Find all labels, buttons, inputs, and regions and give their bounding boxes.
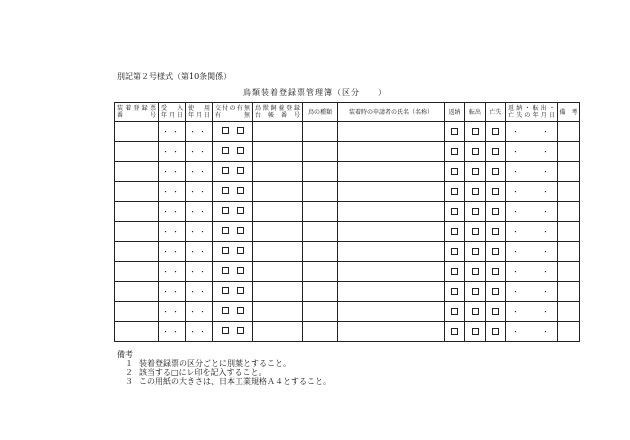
cell-number[interactable] bbox=[115, 282, 159, 302]
cell-registry[interactable] bbox=[253, 262, 303, 282]
date-separator: ・・ bbox=[189, 127, 209, 136]
cell-exported[interactable] bbox=[465, 262, 486, 282]
header-row bbox=[115, 103, 580, 122]
cell-exported[interactable] bbox=[465, 202, 486, 222]
cell-event_date[interactable] bbox=[506, 282, 558, 302]
column-header-event_date bbox=[506, 103, 558, 122]
cell-registry[interactable] bbox=[253, 282, 303, 302]
cell-event_date[interactable] bbox=[506, 182, 558, 202]
exported-checkbox[interactable] bbox=[472, 328, 479, 335]
exported-checkbox[interactable] bbox=[472, 168, 479, 175]
issued-yes-checkbox[interactable] bbox=[222, 227, 229, 234]
date-separator: ・・ bbox=[189, 207, 209, 216]
date-separator: ・・ bbox=[162, 327, 182, 336]
cell-returned[interactable] bbox=[445, 282, 465, 302]
cell-issued[interactable] bbox=[213, 302, 253, 322]
cell-exported[interactable] bbox=[465, 162, 486, 182]
cell-applicant[interactable] bbox=[338, 142, 445, 162]
event-date-separator: ・ ・ bbox=[512, 287, 557, 296]
form-title-text: 鳥類装着登録票管理簿（区分 bbox=[243, 88, 360, 97]
cell-remarks[interactable] bbox=[558, 242, 580, 262]
returned-checkbox[interactable] bbox=[451, 308, 458, 315]
note-number: １ bbox=[125, 359, 133, 368]
cell-registry[interactable] bbox=[253, 162, 303, 182]
event-date-separator: ・ ・ bbox=[512, 127, 557, 136]
cell-returned[interactable] bbox=[445, 142, 465, 162]
note-number: ３ bbox=[125, 377, 133, 386]
column-header-exported bbox=[465, 103, 486, 122]
cell-died[interactable] bbox=[486, 202, 506, 222]
cell-issued[interactable] bbox=[213, 222, 253, 242]
date-separator: ・・ bbox=[189, 247, 209, 256]
cell-registry[interactable] bbox=[253, 182, 303, 202]
cell-died[interactable] bbox=[486, 302, 506, 322]
cell-returned[interactable] bbox=[445, 262, 465, 282]
cell-died[interactable] bbox=[486, 222, 506, 242]
died-checkbox[interactable] bbox=[492, 188, 499, 195]
cell-applicant[interactable] bbox=[338, 222, 445, 242]
notes-list bbox=[117, 359, 331, 386]
cell-exported[interactable] bbox=[465, 242, 486, 262]
exported-checkbox[interactable] bbox=[472, 228, 479, 235]
column-header-line: 亡失 bbox=[489, 108, 502, 116]
cell-applicant[interactable] bbox=[338, 162, 445, 182]
cell-event_date[interactable] bbox=[506, 202, 558, 222]
issued-no-checkbox[interactable] bbox=[237, 167, 244, 174]
cell-received[interactable] bbox=[159, 242, 186, 262]
returned-checkbox[interactable] bbox=[451, 188, 458, 195]
cell-registry[interactable] bbox=[253, 142, 303, 162]
cell-received[interactable] bbox=[159, 202, 186, 222]
issued-checkbox-pair bbox=[222, 127, 244, 134]
cell-species[interactable] bbox=[303, 162, 338, 182]
cell-applicant[interactable] bbox=[338, 202, 445, 222]
exported-checkbox[interactable] bbox=[472, 188, 479, 195]
column-header-line: 装着時の申請者の氏名（名称） bbox=[348, 108, 433, 116]
table-row bbox=[115, 202, 580, 222]
column-header-line: 使 用 bbox=[188, 105, 210, 112]
died-checkbox[interactable] bbox=[492, 168, 499, 175]
table-row bbox=[115, 262, 580, 282]
cell-used[interactable] bbox=[186, 262, 213, 282]
cell-remarks[interactable] bbox=[558, 162, 580, 182]
issued-yes-checkbox[interactable] bbox=[222, 327, 229, 334]
cell-issued[interactable] bbox=[213, 262, 253, 282]
died-checkbox[interactable] bbox=[492, 288, 499, 295]
event-date-separator: ・ ・ bbox=[512, 327, 557, 336]
cell-received[interactable] bbox=[159, 222, 186, 242]
cell-used[interactable] bbox=[186, 182, 213, 202]
cell-returned[interactable] bbox=[445, 242, 465, 262]
event-date-separator: ・ ・ bbox=[512, 167, 557, 176]
exported-checkbox[interactable] bbox=[472, 248, 479, 255]
cell-died[interactable] bbox=[486, 162, 506, 182]
cell-received[interactable] bbox=[159, 302, 186, 322]
table-row bbox=[115, 122, 580, 142]
cell-applicant[interactable] bbox=[338, 242, 445, 262]
cell-died[interactable] bbox=[486, 122, 506, 142]
cell-applicant[interactable] bbox=[338, 322, 445, 342]
note-item bbox=[117, 359, 331, 368]
issued-yes-checkbox[interactable] bbox=[222, 127, 229, 134]
cell-event_date[interactable] bbox=[506, 262, 558, 282]
died-checkbox[interactable] bbox=[492, 208, 499, 215]
returned-checkbox[interactable] bbox=[451, 248, 458, 255]
cell-used[interactable] bbox=[186, 222, 213, 242]
table-row bbox=[115, 162, 580, 182]
cell-issued[interactable] bbox=[213, 122, 253, 142]
column-header-line: 備 考 bbox=[559, 108, 578, 116]
column-header-applicant bbox=[338, 103, 445, 122]
column-header-number bbox=[115, 103, 159, 122]
cell-issued[interactable] bbox=[213, 322, 253, 342]
cell-issued[interactable] bbox=[213, 182, 253, 202]
issued-no-checkbox[interactable] bbox=[237, 147, 244, 154]
issued-yes-checkbox[interactable] bbox=[222, 147, 229, 154]
date-separator: ・・ bbox=[162, 207, 182, 216]
date-separator: ・・ bbox=[189, 227, 209, 236]
cell-remarks[interactable] bbox=[558, 322, 580, 342]
column-header-used bbox=[186, 103, 213, 122]
cell-applicant[interactable] bbox=[338, 262, 445, 282]
cell-returned[interactable] bbox=[445, 162, 465, 182]
date-separator: ・・ bbox=[189, 167, 209, 176]
table-row bbox=[115, 182, 580, 202]
issued-no-checkbox[interactable] bbox=[237, 307, 244, 314]
cell-received[interactable] bbox=[159, 142, 186, 162]
cell-event_date[interactable] bbox=[506, 162, 558, 182]
cell-species[interactable] bbox=[303, 202, 338, 222]
cell-exported[interactable] bbox=[465, 142, 486, 162]
event-date-separator: ・ ・ bbox=[512, 207, 557, 216]
notes-heading: 備考 bbox=[117, 350, 133, 359]
returned-checkbox[interactable] bbox=[451, 328, 458, 335]
cell-exported[interactable] bbox=[465, 302, 486, 322]
cell-returned[interactable] bbox=[445, 122, 465, 142]
cell-remarks[interactable] bbox=[558, 142, 580, 162]
column-header-line: 台 帳 番 号 bbox=[255, 112, 300, 119]
column-header-line: 年月日 bbox=[161, 112, 183, 119]
returned-checkbox[interactable] bbox=[451, 288, 458, 295]
issued-checkbox-pair bbox=[222, 267, 244, 274]
ledger-table bbox=[114, 102, 580, 342]
returned-checkbox[interactable] bbox=[451, 208, 458, 215]
column-header-received bbox=[159, 103, 186, 122]
issued-no-checkbox[interactable] bbox=[237, 267, 244, 274]
column-header-issued bbox=[213, 103, 253, 122]
issued-yes-checkbox[interactable] bbox=[222, 307, 229, 314]
column-header-line: 鳥獣飼養登録 bbox=[255, 105, 300, 112]
date-separator: ・・ bbox=[162, 147, 182, 156]
issued-checkbox-pair bbox=[222, 187, 244, 194]
table-row bbox=[115, 302, 580, 322]
cell-species[interactable] bbox=[303, 122, 338, 142]
issued-no-checkbox[interactable] bbox=[237, 327, 244, 334]
returned-checkbox[interactable] bbox=[451, 128, 458, 135]
ledger-body bbox=[115, 122, 580, 342]
returned-checkbox[interactable] bbox=[451, 268, 458, 275]
issued-no-checkbox[interactable] bbox=[237, 127, 244, 134]
cell-exported[interactable] bbox=[465, 222, 486, 242]
exported-checkbox[interactable] bbox=[472, 148, 479, 155]
cell-registry[interactable] bbox=[253, 302, 303, 322]
table-row bbox=[115, 322, 580, 342]
died-checkbox[interactable] bbox=[492, 248, 499, 255]
died-checkbox[interactable] bbox=[492, 228, 499, 235]
cell-issued[interactable] bbox=[213, 202, 253, 222]
column-header-line: 有 無 bbox=[215, 112, 250, 119]
column-header-line: 受 入 bbox=[161, 105, 183, 112]
issued-no-checkbox[interactable] bbox=[237, 187, 244, 194]
date-separator: ・・ bbox=[189, 147, 209, 156]
date-separator: ・・ bbox=[162, 187, 182, 196]
cell-exported[interactable] bbox=[465, 182, 486, 202]
table-row bbox=[115, 142, 580, 162]
cell-applicant[interactable] bbox=[338, 182, 445, 202]
cell-event_date[interactable] bbox=[506, 242, 558, 262]
cell-registry[interactable] bbox=[253, 242, 303, 262]
cell-event_date[interactable] bbox=[506, 322, 558, 342]
cell-event_date[interactable] bbox=[506, 122, 558, 142]
date-separator: ・・ bbox=[162, 267, 182, 276]
column-header-line: 番 号 bbox=[117, 112, 156, 119]
died-checkbox[interactable] bbox=[492, 308, 499, 315]
cell-received[interactable] bbox=[159, 162, 186, 182]
date-separator: ・・ bbox=[162, 307, 182, 316]
cell-registry[interactable] bbox=[253, 222, 303, 242]
issued-no-checkbox[interactable] bbox=[237, 207, 244, 214]
exported-checkbox[interactable] bbox=[472, 268, 479, 275]
cell-number[interactable] bbox=[115, 222, 159, 242]
cell-issued[interactable] bbox=[213, 162, 253, 182]
cell-remarks[interactable] bbox=[558, 202, 580, 222]
exported-checkbox[interactable] bbox=[472, 308, 479, 315]
cell-remarks[interactable] bbox=[558, 122, 580, 142]
issued-no-checkbox[interactable] bbox=[237, 227, 244, 234]
issued-yes-checkbox[interactable] bbox=[222, 167, 229, 174]
cell-exported[interactable] bbox=[465, 322, 486, 342]
column-header-returned bbox=[445, 103, 465, 122]
cell-number[interactable] bbox=[115, 302, 159, 322]
exported-checkbox[interactable] bbox=[472, 288, 479, 295]
column-header-species bbox=[303, 103, 338, 122]
table-row bbox=[115, 242, 580, 262]
event-date-separator: ・ ・ bbox=[512, 227, 557, 236]
cell-received[interactable] bbox=[159, 282, 186, 302]
column-header-line: 鳥の種類 bbox=[307, 108, 332, 116]
issued-yes-checkbox[interactable] bbox=[222, 267, 229, 274]
cell-species[interactable] bbox=[303, 242, 338, 262]
form-title bbox=[0, 87, 630, 98]
cell-used[interactable] bbox=[186, 302, 213, 322]
cell-received[interactable] bbox=[159, 322, 186, 342]
cell-number[interactable] bbox=[115, 182, 159, 202]
cell-received[interactable] bbox=[159, 182, 186, 202]
date-separator: ・・ bbox=[189, 187, 209, 196]
died-checkbox[interactable] bbox=[492, 128, 499, 135]
date-separator: ・・ bbox=[162, 227, 182, 236]
notes-section bbox=[117, 350, 331, 386]
form-title-close: ） bbox=[378, 88, 387, 97]
date-separator: ・・ bbox=[162, 167, 182, 176]
exported-checkbox[interactable] bbox=[472, 208, 479, 215]
cell-event_date[interactable] bbox=[506, 222, 558, 242]
note-text: 該当する□にレ印を記入すること。 bbox=[139, 368, 267, 377]
issued-yes-checkbox[interactable] bbox=[222, 207, 229, 214]
cell-number[interactable] bbox=[115, 322, 159, 342]
cell-remarks[interactable] bbox=[558, 302, 580, 322]
note-number: ２ bbox=[125, 368, 133, 377]
cell-number[interactable] bbox=[115, 162, 159, 182]
date-separator: ・・ bbox=[189, 327, 209, 336]
cell-used[interactable] bbox=[186, 202, 213, 222]
issued-yes-checkbox[interactable] bbox=[222, 287, 229, 294]
cell-issued[interactable] bbox=[213, 142, 253, 162]
issued-checkbox-pair bbox=[222, 207, 244, 214]
column-header-remarks bbox=[558, 103, 580, 122]
note-text: 装着登録票の区分ごとに別葉とすること。 bbox=[139, 359, 291, 368]
column-header-line: 装着登録票 bbox=[117, 105, 156, 112]
cell-species[interactable] bbox=[303, 142, 338, 162]
cell-received[interactable] bbox=[159, 262, 186, 282]
issued-checkbox-pair bbox=[222, 147, 244, 154]
date-separator: ・・ bbox=[189, 307, 209, 316]
cell-returned[interactable] bbox=[445, 182, 465, 202]
table-row bbox=[115, 222, 580, 242]
cell-registry[interactable] bbox=[253, 122, 303, 142]
column-header-died bbox=[486, 103, 506, 122]
cell-number[interactable] bbox=[115, 122, 159, 142]
cell-died[interactable] bbox=[486, 142, 506, 162]
died-checkbox[interactable] bbox=[492, 148, 499, 155]
cell-remarks[interactable] bbox=[558, 282, 580, 302]
died-checkbox[interactable] bbox=[492, 328, 499, 335]
issued-yes-checkbox[interactable] bbox=[222, 247, 229, 254]
cell-used[interactable] bbox=[186, 162, 213, 182]
cell-used[interactable] bbox=[186, 242, 213, 262]
cell-remarks[interactable] bbox=[558, 222, 580, 242]
cell-issued[interactable] bbox=[213, 282, 253, 302]
cell-species[interactable] bbox=[303, 302, 338, 322]
cell-died[interactable] bbox=[486, 262, 506, 282]
cell-used[interactable] bbox=[186, 282, 213, 302]
date-separator: ・・ bbox=[189, 287, 209, 296]
issued-checkbox-pair bbox=[222, 227, 244, 234]
returned-checkbox[interactable] bbox=[451, 228, 458, 235]
event-date-separator: ・ ・ bbox=[512, 307, 557, 316]
issued-checkbox-pair bbox=[222, 307, 244, 314]
cell-applicant[interactable] bbox=[338, 282, 445, 302]
cell-number[interactable] bbox=[115, 142, 159, 162]
issued-no-checkbox[interactable] bbox=[237, 287, 244, 294]
returned-checkbox[interactable] bbox=[451, 168, 458, 175]
cell-species[interactable] bbox=[303, 322, 338, 342]
cell-returned[interactable] bbox=[445, 322, 465, 342]
form-label: 別記第２号様式（第10条関係） bbox=[117, 72, 232, 81]
cell-applicant[interactable] bbox=[338, 122, 445, 142]
cell-number[interactable] bbox=[115, 262, 159, 282]
note-item bbox=[117, 377, 331, 386]
died-checkbox[interactable] bbox=[492, 268, 499, 275]
issued-checkbox-pair bbox=[222, 167, 244, 174]
cell-died[interactable] bbox=[486, 242, 506, 262]
event-date-separator: ・ ・ bbox=[512, 187, 557, 196]
column-header-line: 交付の有無 bbox=[215, 105, 250, 112]
cell-returned[interactable] bbox=[445, 222, 465, 242]
cell-registry[interactable] bbox=[253, 202, 303, 222]
date-separator: ・・ bbox=[189, 267, 209, 276]
cell-returned[interactable] bbox=[445, 302, 465, 322]
table-row bbox=[115, 282, 580, 302]
date-separator: ・・ bbox=[162, 127, 182, 136]
event-date-separator: ・ ・ bbox=[512, 247, 557, 256]
column-header-registry bbox=[253, 103, 303, 122]
issued-yes-checkbox[interactable] bbox=[222, 187, 229, 194]
cell-species[interactable] bbox=[303, 222, 338, 242]
cell-issued[interactable] bbox=[213, 242, 253, 262]
cell-species[interactable] bbox=[303, 282, 338, 302]
cell-used[interactable] bbox=[186, 142, 213, 162]
note-text: この用紙の大きさは、日本工業規格Ａ４とすること。 bbox=[139, 377, 331, 386]
cell-exported[interactable] bbox=[465, 122, 486, 142]
event-date-separator: ・ ・ bbox=[512, 147, 557, 156]
cell-species[interactable] bbox=[303, 262, 338, 282]
cell-species[interactable] bbox=[303, 182, 338, 202]
date-separator: ・・ bbox=[162, 247, 182, 256]
cell-exported[interactable] bbox=[465, 282, 486, 302]
cell-registry[interactable] bbox=[253, 322, 303, 342]
cell-died[interactable] bbox=[486, 282, 506, 302]
issued-no-checkbox[interactable] bbox=[237, 247, 244, 254]
column-header-line: 亡失の年月日 bbox=[508, 112, 555, 119]
issued-checkbox-pair bbox=[222, 247, 244, 254]
returned-checkbox[interactable] bbox=[451, 148, 458, 155]
cell-number[interactable] bbox=[115, 242, 159, 262]
cell-died[interactable] bbox=[486, 322, 506, 342]
cell-used[interactable] bbox=[186, 322, 213, 342]
issued-checkbox-pair bbox=[222, 287, 244, 294]
issued-checkbox-pair bbox=[222, 327, 244, 334]
cell-event_date[interactable] bbox=[506, 302, 558, 322]
column-header-line: 返納 bbox=[448, 108, 461, 116]
date-separator: ・・ bbox=[162, 287, 182, 296]
cell-returned[interactable] bbox=[445, 202, 465, 222]
cell-died[interactable] bbox=[486, 182, 506, 202]
note-item bbox=[117, 368, 331, 377]
cell-remarks[interactable] bbox=[558, 182, 580, 202]
cell-used[interactable] bbox=[186, 122, 213, 142]
column-header-line: 転出 bbox=[468, 108, 481, 116]
cell-event_date[interactable] bbox=[506, 142, 558, 162]
column-header-line: 年月日 bbox=[188, 112, 210, 119]
cell-number[interactable] bbox=[115, 202, 159, 222]
cell-received[interactable] bbox=[159, 122, 186, 142]
cell-remarks[interactable] bbox=[558, 262, 580, 282]
column-header-line: 返納・転出・ bbox=[508, 105, 555, 112]
cell-applicant[interactable] bbox=[338, 302, 445, 322]
event-date-separator: ・ ・ bbox=[512, 267, 557, 276]
exported-checkbox[interactable] bbox=[472, 128, 479, 135]
